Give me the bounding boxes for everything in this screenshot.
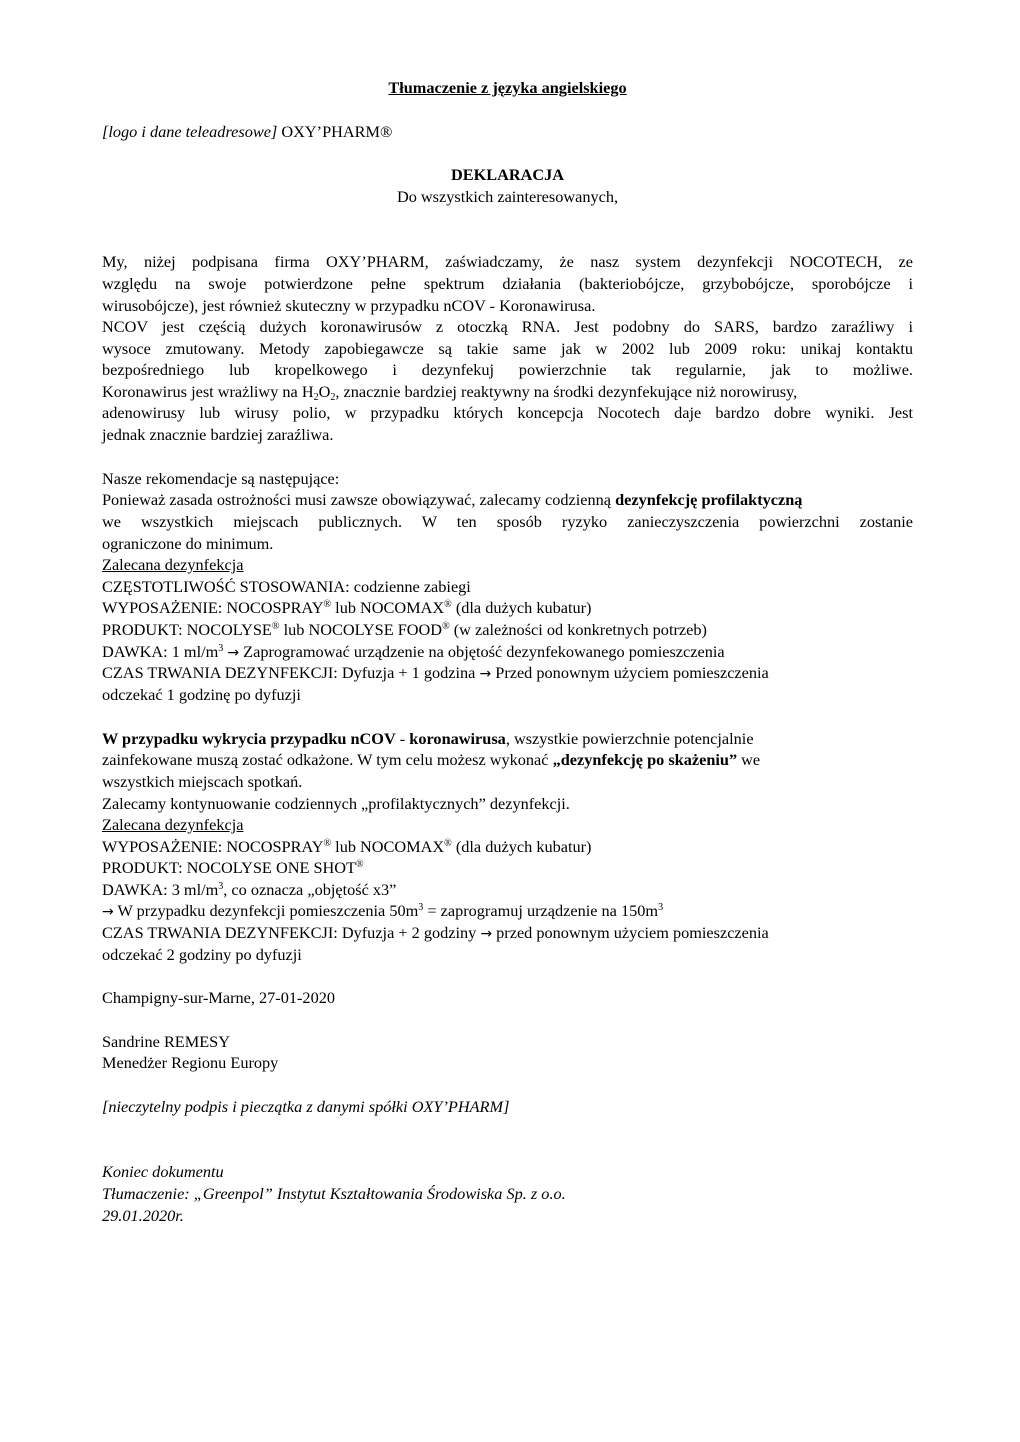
section-1-duration: CZAS TRWANIA DEZYNFEKCJI: Dyfuzja + 1 godzina → Przed ponownym użyciem pomieszczenia [102, 663, 769, 682]
translator-line: Tłumaczenie: „Greenpol” Instytut Kształtowania Środowiska Sp. z o.o. [102, 1184, 566, 1203]
section-2-intro-line: Zalecamy kontynuowanie codziennych „profilaktycznych” dezynfekcji. [102, 794, 570, 813]
section-1-product: PRODUKT: NOCOLYSE® lub NOCOLYSE FOOD® (w zależności od konkretnych potrzeb) [102, 620, 707, 639]
translation-date: 29.01.2020r. [102, 1206, 184, 1225]
section-1-frequency: CZĘSTOTLIWOŚĆ STOSOWANIA: codzienne zabiegi [102, 577, 471, 596]
declaration-title: DEKLARACJA [450, 165, 565, 184]
paragraph-1-line: My, niżej podpisana firma OXY’PHARM, zaświadczamy, że nasz system dezynfekcji NOCOTECH, ze [102, 252, 913, 271]
logo-note: [logo i dane teleadresowe] [102, 122, 278, 141]
section-1-dose: DAWKA: 1 $ml/m^3$ → Zaprogramować urządzenie na objętość dezynfekowanego pomieszczenia [102, 642, 725, 661]
section-2-intro-line: zainfekowane muszą zostać odkażone. W tym celu możesz wykonać „dezynfekcję po skażeniu” we [102, 750, 761, 769]
paragraph-1-line: względu na swoje potwierdzone pełne spektrum działania (bakteriobójcze, grzybobójcze, sporobójcze i [102, 274, 913, 293]
declaration-salutation: Do wszystkich zainteresowanych, [396, 187, 619, 206]
translation-title: Tłumaczenie z języka angielskiego [388, 78, 627, 97]
section-1-heading: Zalecana dezynfekcja [102, 555, 244, 574]
paragraph-2-line: jednak znacznie bardziej zaraźliwa. [102, 425, 334, 444]
signatory-role: Menedżer Regionu Europy [102, 1053, 279, 1072]
section-1-equipment: WYPOSAŻENIE: NOCOSPRAY® lub NOCOMAX® (dla dużych kubatur) [102, 598, 592, 617]
end-note: Koniec dokumentu [102, 1162, 224, 1181]
arrow-right-icon: → [480, 926, 493, 942]
paragraph-2-line: NCOV jest częścią dużych koronawirusów z otoczką RNA. Jest podobny do SARS, bardzo zaraźliwy i [102, 317, 913, 336]
letterhead-line [102, 122, 392, 142]
recommendations-line: ograniczone do minimum. [102, 534, 274, 553]
arrow-right-icon: → [479, 666, 492, 682]
paragraph-2-line: wysoce zmutowany. Metody zapobiegawcze są takie same jak w 2002 lub 2009 roku: unikaj kontaktu [102, 339, 913, 358]
section-2-dose: DAWKA: 3 $ml/m^3$, co oznacza „objętość x3” [102, 880, 397, 899]
paragraph-1-line: wirusobójcze), jest również skuteczny w przypadku nCOV - Koronawirusa. [102, 296, 596, 315]
paragraph-2-line: bezpośredniego lub kropelkowego i dezynfekuj powierzchnie tak regularnie, jak to możliwe. [102, 360, 913, 379]
section-2-intro-line: wszystkich miejscach spotkań. [102, 772, 303, 791]
section-2-product: PRODUKT: NOCOLYSE ONE SHOT® [102, 858, 364, 877]
paragraph-2-line: Koronawirus jest wrażliwy na $H_2O_2$, znacznie bardziej reaktywny na środki dezynfekujące niż norowirusy, [102, 382, 798, 403]
recommendations-intro: Nasze rekomendacje są następujące: [102, 469, 340, 488]
section-2-example: → W przypadku dezynfekcji pomieszczenia $50m^3$ = zaprogramuj urządzenie na $150m^3$ [102, 901, 664, 920]
section-2-intro: W przypadku wykrycia przypadku nCOV - koronawirusa, wszystkie powierzchnie potencjalnie [102, 729, 754, 748]
paragraph-2-line: adenowirusy lub wirusy polio, w przypadku których koncepcja Nocotech daje bardzo dobre wyniki. Jest [102, 403, 913, 422]
section-2-duration-cont: odczekać 2 godziny po dyfuzji [102, 945, 302, 964]
section-2-heading: Zalecana dezynfekcja [102, 815, 244, 834]
section-1-duration-cont: odczekać 1 godzinę po dyfuzji [102, 685, 301, 704]
signature-note: [nieczytelny podpis i pieczątka z danymi spółki OXY’PHARM] [102, 1097, 510, 1116]
section-2-equipment: WYPOSAŻENIE: NOCOSPRAY® lub NOCOMAX® (dla dużych kubatur) [102, 837, 592, 856]
signatory-name: Sandrine REMESY [102, 1032, 230, 1051]
recommendations-line: Ponieważ zasada ostrożności musi zawsze obowiązywać, zalecamy codzienną dezynfekcję profilaktyczną [102, 490, 803, 509]
company-mark: OXY’PHARM® [277, 122, 393, 141]
post-contamination-disinfection-emphasis: „dezynfekcję po skażeniu” [552, 750, 738, 769]
arrow-right-icon: → [227, 645, 240, 661]
place-date: Champigny-sur-Marne, 27-01-2020 [102, 988, 335, 1007]
section-2-duration: CZAS TRWANIA DEZYNFEKCJI: Dyfuzja + 2 godziny → przed ponownym użyciem pomieszczenia [102, 923, 769, 942]
recommendations-line: we wszystkich miejscach publicznych. W ten sposób ryzyko zanieczyszczenia powierzchni zostanie [102, 512, 913, 531]
arrow-right-icon: → [102, 904, 114, 920]
prophylactic-disinfection-emphasis: dezynfekcję profilaktyczną [615, 490, 803, 509]
